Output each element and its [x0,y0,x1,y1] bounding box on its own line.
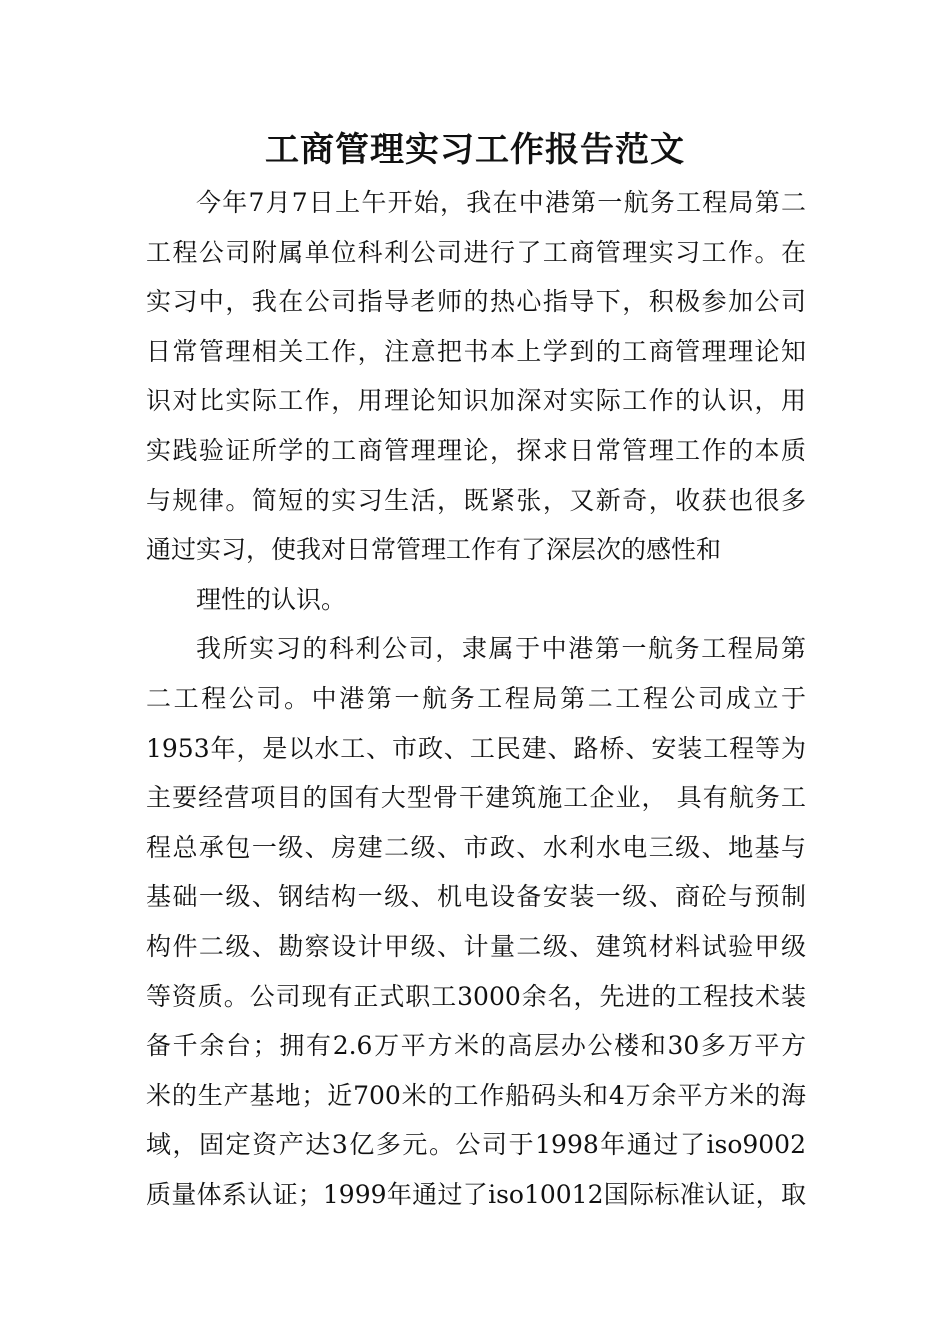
text-line: 工程公司附属单位科利公司进行了工商管理实习工作。在 [146,237,806,267]
text-line: 米的生产基地；近700米的工作船码头和4万余平方米的海 [146,1080,806,1110]
text-line: 域，固定资产达3亿多元。公司于1998年通过了iso9002 [146,1130,806,1160]
text-line: 日常管理相关工作，注意把书本上学到的工商管理理论知 [146,336,806,366]
text-line: 我所实习的科利公司，隶属于中港第一航务工程局第 [196,634,806,664]
document-body [146,178,806,1219]
text-line: 今年7月7日上午开始，我在中港第一航务工程局第二 [196,188,806,217]
text-line: 识对比实际工作，用理论知识加深对实际工作的认识，用 [146,386,806,416]
text-line: 基础一级、钢结构一级、机电设备安装一级、商砼与预制 [146,882,806,912]
text-line: 二工程公司。中港第一航务工程局第二工程公司成立于 [146,683,806,713]
text-line: 等资质。公司现有正式职工3000余名，先进的工程技术装 [146,981,806,1011]
text-line: 实习中，我在公司指导老师的热心指导下，积极参加公司 [146,287,806,317]
text-line: 质量体系认证；1999年通过了iso10012国际标准认证，取 [146,1179,806,1209]
text-line: 通过实习，使我对日常管理工作有了深层次的感性和 [146,535,722,565]
text-line: 与规律。简短的实习生活，既紧张，又新奇，收获也很多 [146,485,806,515]
text-line: 理性的认识。 [196,584,347,614]
text-line: 程总承包一级、房建二级、市政、水利水电三级、地基与 [146,832,806,862]
page-title: 工商管理实习工作报告范文 [265,130,685,170]
text-line: 1953年，是以水工、市政、工民建、路桥、安装工程等为 [146,733,806,763]
text-line: 构件二级、勘察设计甲级、计量二级、建筑材料试验甲级 [146,931,806,961]
text-line: 备千余台；拥有2.6万平方米的高层办公楼和30多万平方 [146,1031,806,1061]
text-line: 主要经营项目的国有大型骨干建筑施工企业， 具有航务工 [146,783,806,813]
text-line: 实践验证所学的工商管理理论，探求日常管理工作的本质 [146,435,806,465]
